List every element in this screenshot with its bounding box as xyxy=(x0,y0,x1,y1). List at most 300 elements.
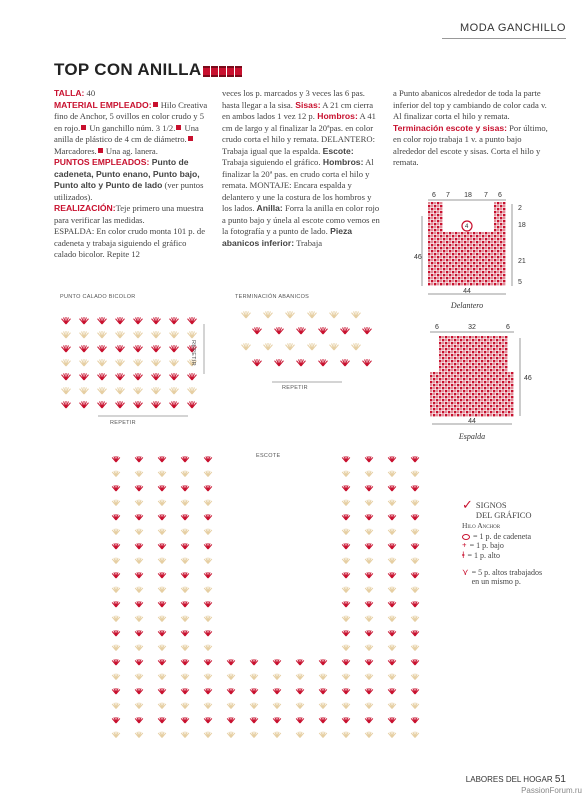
espalda-cell xyxy=(472,399,474,401)
espalda-cell xyxy=(454,336,456,338)
fan-stitch-symbol xyxy=(158,717,166,723)
espalda-cell xyxy=(436,375,438,377)
delantero-cell xyxy=(461,232,463,234)
fan-stitch-symbol xyxy=(204,616,212,622)
espalda-cell xyxy=(493,351,495,353)
legend-brand: Hilo Anchor xyxy=(462,521,501,530)
delantero-cell xyxy=(446,232,448,234)
espalda-cell xyxy=(454,351,456,353)
espalda-cell xyxy=(475,363,477,365)
delantero-cell xyxy=(449,238,451,240)
espalda-cell xyxy=(487,342,489,344)
delantero-cell xyxy=(470,238,472,240)
espalda-cell xyxy=(487,357,489,359)
delantero-cell xyxy=(449,265,451,267)
espalda-cell xyxy=(454,408,456,410)
fan-stitch-symbol xyxy=(388,471,396,477)
delantero-cell xyxy=(503,262,505,264)
espalda-cell xyxy=(508,396,510,398)
espalda-cell xyxy=(493,366,495,368)
delantero-cell xyxy=(494,223,496,225)
fan-stitch-symbol xyxy=(158,558,166,564)
instructions-column-3 xyxy=(393,88,551,169)
fan-stitch-symbol xyxy=(227,659,235,665)
delantero-cell xyxy=(488,244,490,246)
espalda-cell xyxy=(478,390,480,392)
delantero-cell xyxy=(452,262,454,264)
delantero-cell xyxy=(446,274,448,276)
espalda-cell xyxy=(481,366,483,368)
fan-stitch-symbol xyxy=(365,529,373,535)
espalda-cell xyxy=(460,369,462,371)
espalda-cell xyxy=(490,369,492,371)
delantero-cell xyxy=(500,229,502,231)
fan-stitch-symbol xyxy=(112,616,120,622)
espalda-cell xyxy=(460,342,462,344)
bullet-icon xyxy=(81,125,86,130)
espalda-cell xyxy=(451,366,453,368)
col2-text-7: Trabaja xyxy=(294,237,323,248)
espalda-cell xyxy=(439,390,441,392)
fan-stitch-symbol xyxy=(169,359,178,366)
delantero-cell xyxy=(431,265,433,267)
fan-stitch-symbol xyxy=(319,688,327,694)
fan-stitch-symbol xyxy=(158,601,166,607)
espalda-cell xyxy=(505,354,507,356)
fan-stitch-symbol xyxy=(388,659,396,665)
espalda-cell xyxy=(466,366,468,368)
fan-stitch-symbol xyxy=(365,674,373,680)
espalda-top-1: 6 xyxy=(435,324,439,331)
delantero-cell xyxy=(446,262,448,264)
delantero-cell xyxy=(467,238,469,240)
delantero-cell xyxy=(485,262,487,264)
fan-stitch-symbol xyxy=(151,345,160,352)
espalda-cell xyxy=(436,384,438,386)
delantero-cell xyxy=(443,247,445,249)
fan-stitch-symbol xyxy=(388,558,396,564)
delantero-top-5: 6 xyxy=(498,192,502,199)
espalda-cell xyxy=(493,402,495,404)
delantero-cell xyxy=(437,259,439,261)
delantero-cell xyxy=(449,247,451,249)
espalda-cell xyxy=(502,399,504,401)
espalda-cell xyxy=(472,354,474,356)
espalda-cell xyxy=(478,342,480,344)
fan-stitch-symbol xyxy=(187,317,196,324)
delantero-cell xyxy=(428,277,430,279)
espalda-cell xyxy=(472,390,474,392)
delantero-cell xyxy=(488,271,490,273)
espalda-cell xyxy=(505,351,507,353)
espalda-cell xyxy=(442,399,444,401)
espalda-cell xyxy=(511,405,513,407)
delantero-right-4: 5 xyxy=(518,279,522,286)
delantero-cell xyxy=(470,235,472,237)
fan-stitch-symbol xyxy=(250,659,258,665)
espalda-cell xyxy=(430,384,432,386)
fan-stitch-symbol xyxy=(388,456,396,462)
espalda-cell xyxy=(487,345,489,347)
espalda-cell xyxy=(478,384,480,386)
delantero-cell xyxy=(428,274,430,276)
espalda-cell xyxy=(505,369,507,371)
delantero-cell xyxy=(437,268,439,270)
espalda-cell xyxy=(463,390,465,392)
delantero-cell xyxy=(452,256,454,258)
delantero-cell xyxy=(428,211,430,213)
fan-stitch-symbol xyxy=(273,703,281,709)
delantero-cell xyxy=(461,265,463,267)
espalda-cell xyxy=(496,360,498,362)
espalda-cell xyxy=(451,405,453,407)
fan-stitch-symbol xyxy=(365,485,373,491)
material-text-5: Una ag. lanera. xyxy=(103,145,158,156)
espalda-cell xyxy=(451,399,453,401)
delantero-cell xyxy=(503,250,505,252)
espalda-cell xyxy=(481,372,483,374)
espalda-cell xyxy=(496,357,498,359)
espalda-cell xyxy=(448,390,450,392)
espalda-cell xyxy=(499,342,501,344)
espalda-cell xyxy=(511,378,513,380)
fan-stitch-symbol xyxy=(319,674,327,680)
fan-stitch-symbol xyxy=(112,703,120,709)
delantero-cell xyxy=(443,265,445,267)
delantero-cell xyxy=(461,244,463,246)
fan-stitch-symbol xyxy=(204,485,212,491)
delantero-cell xyxy=(461,283,463,285)
fan-stitch-symbol xyxy=(388,732,396,738)
espalda-cell xyxy=(451,360,453,362)
delantero-cell xyxy=(473,265,475,267)
fan-stitch-symbol xyxy=(135,601,143,607)
espalda-cell xyxy=(463,345,465,347)
delantero-cell xyxy=(491,265,493,267)
fan-stitch-symbol xyxy=(181,645,189,651)
delantero-cell xyxy=(488,232,490,234)
delantero-cell xyxy=(431,235,433,237)
fan-stitch-symbol xyxy=(250,688,258,694)
espalda-cell xyxy=(433,414,435,416)
espalda-cell xyxy=(463,411,465,413)
delantero-cell xyxy=(479,268,481,270)
espalda-cell xyxy=(472,381,474,383)
delantero-cell xyxy=(443,241,445,243)
delantero-cell xyxy=(485,244,487,246)
fan-stitch-symbol xyxy=(365,471,373,477)
delantero-cell xyxy=(437,211,439,213)
delantero-cell xyxy=(476,256,478,258)
delantero-cell xyxy=(494,211,496,213)
delantero-cell xyxy=(476,283,478,285)
fan-stitch-symbol xyxy=(411,601,419,607)
chain-symbol-icon xyxy=(462,534,470,540)
fan-stitch-symbol xyxy=(285,343,294,350)
delantero-cell xyxy=(458,280,460,282)
delantero-cell xyxy=(428,205,430,207)
delantero-cell xyxy=(500,268,502,270)
fan-stitch-symbol xyxy=(135,688,143,694)
espalda-cell xyxy=(445,378,447,380)
fan-stitch-symbol xyxy=(112,558,120,564)
delantero-cell xyxy=(485,280,487,282)
espalda-cell xyxy=(481,345,483,347)
delantero-cell xyxy=(461,268,463,270)
fan-stitch-symbol xyxy=(115,331,124,338)
delantero-cell xyxy=(437,241,439,243)
delantero-cell xyxy=(431,214,433,216)
delantero-cell xyxy=(461,256,463,258)
espalda-cell xyxy=(511,411,513,413)
espalda-cell xyxy=(475,399,477,401)
delantero-cell xyxy=(446,268,448,270)
espalda-cell xyxy=(457,414,459,416)
delantero-cell xyxy=(461,259,463,261)
espalda-cell xyxy=(439,351,441,353)
fan-stitch-symbol xyxy=(97,401,106,408)
espalda-cell xyxy=(439,381,441,383)
fan-stitch-symbol xyxy=(112,529,120,535)
delantero-cell xyxy=(500,265,502,267)
espalda-cell xyxy=(442,387,444,389)
espalda-cell xyxy=(478,402,480,404)
espalda-cell xyxy=(490,381,492,383)
espalda-cell xyxy=(439,399,441,401)
espalda-cell xyxy=(466,384,468,386)
delantero-cell xyxy=(488,277,490,279)
espalda-cell xyxy=(484,393,486,395)
delantero-cell xyxy=(464,235,466,237)
fan-stitch-symbol xyxy=(158,732,166,738)
fan-stitch-symbol xyxy=(204,688,212,694)
delantero-cell xyxy=(503,223,505,225)
delantero-cell xyxy=(476,253,478,255)
espalda-cell xyxy=(469,351,471,353)
espalda-cell xyxy=(472,378,474,380)
material-text-3: Una anilla de plástico de 4 cm de diámetro. xyxy=(54,122,199,144)
espalda-cell xyxy=(457,357,459,359)
legend-item-1: = 1 p. de cadeneta xyxy=(473,532,532,541)
espalda-cell xyxy=(442,411,444,413)
delantero-cell xyxy=(500,235,502,237)
delantero-height: 46 xyxy=(414,254,422,261)
espalda-cell xyxy=(487,366,489,368)
fan-stitch-symbol xyxy=(319,659,327,665)
spool-icon xyxy=(235,66,242,77)
delantero-cell xyxy=(485,247,487,249)
espalda-cell xyxy=(430,378,432,380)
espalda-cell xyxy=(469,390,471,392)
espalda-cell xyxy=(436,399,438,401)
espalda-cell xyxy=(487,387,489,389)
fan-stitch-symbol xyxy=(388,500,396,506)
delantero-cell xyxy=(497,214,499,216)
espalda-cell xyxy=(505,381,507,383)
delantero-cell xyxy=(497,220,499,222)
fan-stitch-symbol xyxy=(135,500,143,506)
material-text: Hilo Creativa fino de Anchor, 5 ovillos en color crudo y 5 en rojo. xyxy=(54,99,208,133)
espalda-cell xyxy=(490,414,492,416)
espalda-cell xyxy=(445,396,447,398)
espalda-cell xyxy=(508,390,510,392)
delantero-cell xyxy=(440,244,442,246)
espalda-cell xyxy=(499,390,501,392)
espalda-cell xyxy=(457,399,459,401)
delantero-cell xyxy=(467,283,469,285)
espalda-cell xyxy=(478,363,480,365)
espalda-cell xyxy=(460,372,462,374)
fan-stitch-symbol xyxy=(285,311,294,318)
espalda-cell xyxy=(439,402,441,404)
espalda-top-2: 32 xyxy=(468,324,476,331)
fan-stitch-symbol xyxy=(307,343,316,350)
espalda-cell xyxy=(442,393,444,395)
espalda-cell xyxy=(484,372,486,374)
espalda-cell xyxy=(463,396,465,398)
fan-stitch-symbol xyxy=(273,732,281,738)
espalda-cell xyxy=(433,372,435,374)
delantero-cell xyxy=(428,217,430,219)
espalda-cell xyxy=(481,396,483,398)
fan-stitch-symbol xyxy=(135,717,143,723)
espalda-cell xyxy=(439,405,441,407)
page-title: TOP CON ANILLA xyxy=(54,60,202,79)
espalda-cell xyxy=(451,375,453,377)
delantero-cell xyxy=(488,283,490,285)
espalda-schematic xyxy=(410,318,550,448)
col2-text-1: veces los p. marcados y 3 veces las 6 pas. hasta llegar a la sisa. xyxy=(222,88,365,110)
fan-stitch-symbol xyxy=(181,514,189,520)
fan-stitch-symbol xyxy=(97,373,106,380)
espalda-cell xyxy=(505,396,507,398)
espalda-cell xyxy=(460,390,462,392)
espalda-cell xyxy=(487,375,489,377)
delantero-cell xyxy=(455,241,457,243)
espalda-cell xyxy=(484,336,486,338)
delantero-cell xyxy=(488,241,490,243)
delantero-cell xyxy=(431,256,433,258)
espalda-cell xyxy=(508,393,510,395)
espalda-cell xyxy=(445,387,447,389)
espalda-cell xyxy=(502,393,504,395)
fan-stitch-symbol xyxy=(388,645,396,651)
espalda-width: 44 xyxy=(468,418,476,425)
espalda-cell xyxy=(451,393,453,395)
espalda-cell xyxy=(463,348,465,350)
espalda-cell xyxy=(472,351,474,353)
delantero-cell xyxy=(488,268,490,270)
delantero-cell xyxy=(497,229,499,231)
fan-stitch-symbol xyxy=(250,703,258,709)
espalda-cell xyxy=(472,384,474,386)
espalda-cell xyxy=(490,348,492,350)
fan-stitch-symbol xyxy=(365,587,373,593)
espalda-cell xyxy=(451,342,453,344)
delantero-cell xyxy=(434,277,436,279)
delantero-cell xyxy=(452,277,454,279)
delantero-cell xyxy=(479,259,481,261)
espalda-cell xyxy=(469,357,471,359)
delantero-cell xyxy=(473,238,475,240)
delantero-cell xyxy=(464,277,466,279)
espalda-cell xyxy=(499,354,501,356)
espalda-cell xyxy=(502,414,504,416)
delantero-cell xyxy=(452,238,454,240)
delantero-cell xyxy=(437,253,439,255)
delantero-cell xyxy=(455,262,457,264)
espalda-cell xyxy=(478,378,480,380)
espalda-cell xyxy=(439,408,441,410)
espalda-cell xyxy=(457,402,459,404)
espalda-cell xyxy=(445,408,447,410)
espalda-cell xyxy=(463,378,465,380)
fan-stitch-symbol xyxy=(296,327,305,334)
espalda-cell xyxy=(436,408,438,410)
delantero-cell xyxy=(434,235,436,237)
fan-stitch-symbol xyxy=(97,331,106,338)
espalda-cell xyxy=(505,399,507,401)
delantero-cell xyxy=(458,268,460,270)
fan-stitch-symbol xyxy=(204,717,212,723)
espalda-cell xyxy=(481,387,483,389)
espalda-cell xyxy=(493,336,495,338)
fan-stitch-symbol xyxy=(342,630,350,636)
espalda-cell xyxy=(475,351,477,353)
delantero-cell xyxy=(479,283,481,285)
espalda-cell xyxy=(505,378,507,380)
espalda-cell xyxy=(454,369,456,371)
espalda-cell xyxy=(475,390,477,392)
fan-stitch-symbol xyxy=(411,717,419,723)
fan-stitch-symbol xyxy=(274,359,283,366)
delantero-cell xyxy=(470,256,472,258)
espalda-cell xyxy=(451,384,453,386)
espalda-cell xyxy=(445,393,447,395)
espalda-cell xyxy=(463,387,465,389)
espalda-cell xyxy=(460,351,462,353)
fan-stitch-symbol xyxy=(204,572,212,578)
fan-stitch-symbol xyxy=(135,587,143,593)
espalda-cell xyxy=(502,360,504,362)
delantero-cell xyxy=(428,265,430,267)
espalda-cell xyxy=(463,342,465,344)
espalda-cell xyxy=(478,366,480,368)
fan-stitch-symbol xyxy=(135,572,143,578)
espalda-cell xyxy=(466,354,468,356)
delantero-cell xyxy=(458,271,460,273)
fan-stitch-symbol xyxy=(388,630,396,636)
espalda-cell xyxy=(493,369,495,371)
espalda-cell xyxy=(448,360,450,362)
espalda-cell xyxy=(457,339,459,341)
espalda-cell xyxy=(511,387,513,389)
espalda-cell xyxy=(505,408,507,410)
delantero-cell xyxy=(440,280,442,282)
spool-icon xyxy=(203,66,210,77)
fan-stitch-symbol xyxy=(135,558,143,564)
fan-stitch-symbol xyxy=(151,317,160,324)
realizacion-label: REALIZACIÓN: xyxy=(54,203,116,213)
fan-stitch-symbol xyxy=(112,587,120,593)
fan-stitch-symbol xyxy=(204,543,212,549)
espalda-cell xyxy=(481,360,483,362)
espalda-cell xyxy=(475,372,477,374)
puntos-label: PUNTOS EMPLEADOS: xyxy=(54,157,150,167)
fan-stitch-symbol xyxy=(158,659,166,665)
espalda-cell xyxy=(511,372,513,374)
espalda-cell xyxy=(478,357,480,359)
